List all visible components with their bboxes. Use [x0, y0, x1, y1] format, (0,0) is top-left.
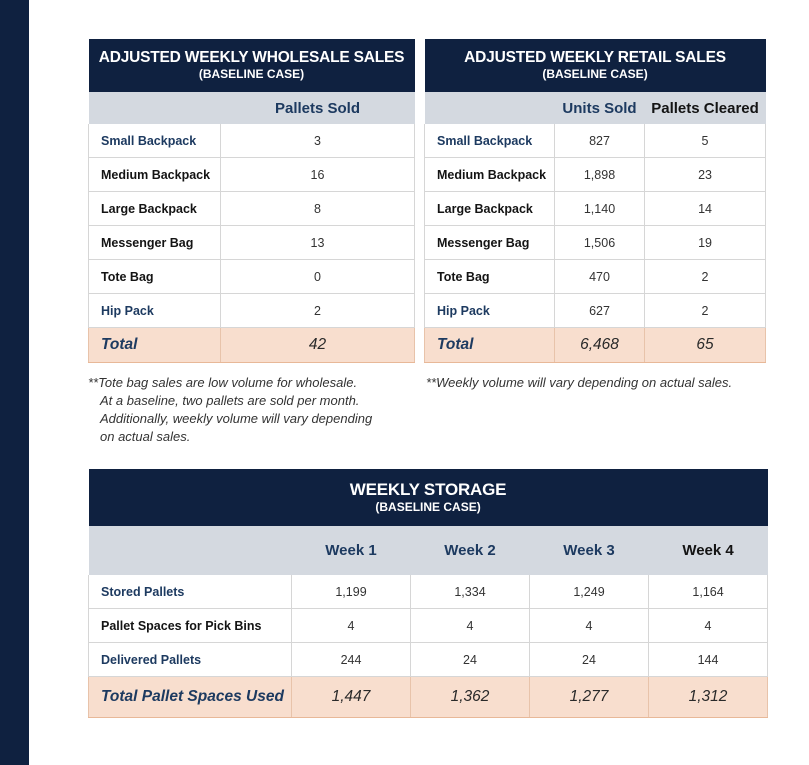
total-row [425, 328, 766, 363]
table-cell: 1,140 [555, 192, 645, 226]
storage-col-week-1: Week 1 [292, 526, 411, 575]
table-cell: 16 [221, 158, 415, 192]
row-label: Large Backpack [425, 192, 555, 226]
wholesale-table-title [89, 39, 415, 92]
storage-col-week-4: Week 4 [649, 526, 768, 575]
table-cell: 1,898 [555, 158, 645, 192]
row-label: Medium Backpack [89, 158, 221, 192]
table-cell: 23 [645, 158, 766, 192]
total-cell: 1,312 [649, 677, 768, 718]
table-row [89, 643, 768, 677]
table-cell: 5 [645, 124, 766, 158]
row-label: Pallet Spaces for Pick Bins [89, 609, 292, 643]
retail-col-pallets-cleared: Pallets Cleared [645, 92, 766, 124]
weekly-storage-table [88, 469, 768, 718]
storage-col-week-3: Week 3 [530, 526, 649, 575]
footnote-line: on actual sales. [100, 429, 191, 444]
storage-col-week-2: Week 2 [411, 526, 530, 575]
table-cell: 4 [530, 609, 649, 643]
total-label: Total Pallet Spaces Used [89, 677, 292, 718]
storage-table-title [89, 469, 768, 526]
table-cell: 0 [221, 260, 415, 294]
row-label: Messenger Bag [89, 226, 221, 260]
table-cell: 244 [292, 643, 411, 677]
total-cell: 6,468 [555, 328, 645, 363]
row-label: Hip Pack [425, 294, 555, 328]
table-row [89, 192, 415, 226]
storage-subtitle: (BASELINE CASE) [375, 500, 481, 514]
table-cell: 2 [645, 260, 766, 294]
retail-sales-table [424, 39, 766, 363]
total-cell: 42 [221, 328, 415, 363]
table-row [425, 158, 766, 192]
table-cell: 827 [555, 124, 645, 158]
table-row [89, 158, 415, 192]
table-cell: 8 [221, 192, 415, 226]
table-cell: 4 [292, 609, 411, 643]
footnote-line: At a baseline, two pallets are sold per month. [100, 393, 360, 408]
total-row [89, 328, 415, 363]
total-cell: 1,277 [530, 677, 649, 718]
retail-subtitle: (BASELINE CASE) [542, 67, 648, 81]
table-cell: 1,249 [530, 575, 649, 609]
table-cell: 24 [411, 643, 530, 677]
table-row [425, 260, 766, 294]
retail-footnote [426, 374, 771, 392]
row-label: Medium Backpack [425, 158, 555, 192]
row-label: Messenger Bag [425, 226, 555, 260]
wholesale-col-pallets-sold: Pallets Sold [221, 92, 415, 124]
table-cell: 1,199 [292, 575, 411, 609]
table-row [89, 609, 768, 643]
table-row [425, 192, 766, 226]
table-row [425, 294, 766, 328]
wholesale-footnote [88, 374, 418, 446]
row-label: Tote Bag [425, 260, 555, 294]
storage-header-blank [89, 526, 292, 575]
row-label: Small Backpack [425, 124, 555, 158]
retail-title: ADJUSTED WEEKLY RETAIL SALES [464, 49, 726, 66]
storage-title: WEEKLY STORAGE [349, 480, 507, 499]
table-cell: 1,334 [411, 575, 530, 609]
wholesale-header-blank [89, 92, 221, 124]
table-cell: 627 [555, 294, 645, 328]
total-cell: 1,362 [411, 677, 530, 718]
total-row [89, 677, 768, 718]
footnote-line: **Tote bag sales are low volume for wholesale. [88, 375, 358, 390]
total-cell: 65 [645, 328, 766, 363]
table-cell: 1,164 [649, 575, 768, 609]
table-row [89, 575, 768, 609]
row-label: Stored Pallets [89, 575, 292, 609]
wholesale-sales-table [88, 39, 415, 363]
table-row [89, 226, 415, 260]
table-cell: 2 [221, 294, 415, 328]
table-row [89, 260, 415, 294]
table-cell: 19 [645, 226, 766, 260]
retail-table-title [425, 39, 766, 92]
row-label: Hip Pack [89, 294, 221, 328]
footnote-line: Additionally, weekly volume will vary depending [100, 411, 373, 426]
left-navy-bar [0, 0, 29, 765]
table-cell: 24 [530, 643, 649, 677]
wholesale-title: ADJUSTED WEEKLY WHOLESALE SALES [98, 49, 405, 66]
table-cell: 2 [645, 294, 766, 328]
table-row [89, 124, 415, 158]
retail-col-units-sold: Units Sold [555, 92, 645, 124]
row-label: Tote Bag [89, 260, 221, 294]
wholesale-subtitle: (BASELINE CASE) [198, 67, 305, 81]
table-cell: 4 [411, 609, 530, 643]
table-cell: 13 [221, 226, 415, 260]
total-label: Total [425, 328, 555, 363]
row-label: Delivered Pallets [89, 643, 292, 677]
table-cell: 4 [649, 609, 768, 643]
table-cell: 3 [221, 124, 415, 158]
table-row [425, 124, 766, 158]
row-label: Small Backpack [89, 124, 221, 158]
table-cell: 144 [649, 643, 768, 677]
table-cell: 14 [645, 192, 766, 226]
retail-header-blank [425, 92, 555, 124]
total-cell: 1,447 [292, 677, 411, 718]
footnote-line: **Weekly volume will vary depending on actual sales. [426, 375, 733, 390]
row-label: Large Backpack [89, 192, 221, 226]
table-row [425, 226, 766, 260]
total-label: Total [89, 328, 221, 363]
table-cell: 1,506 [555, 226, 645, 260]
table-row [89, 294, 415, 328]
table-cell: 470 [555, 260, 645, 294]
